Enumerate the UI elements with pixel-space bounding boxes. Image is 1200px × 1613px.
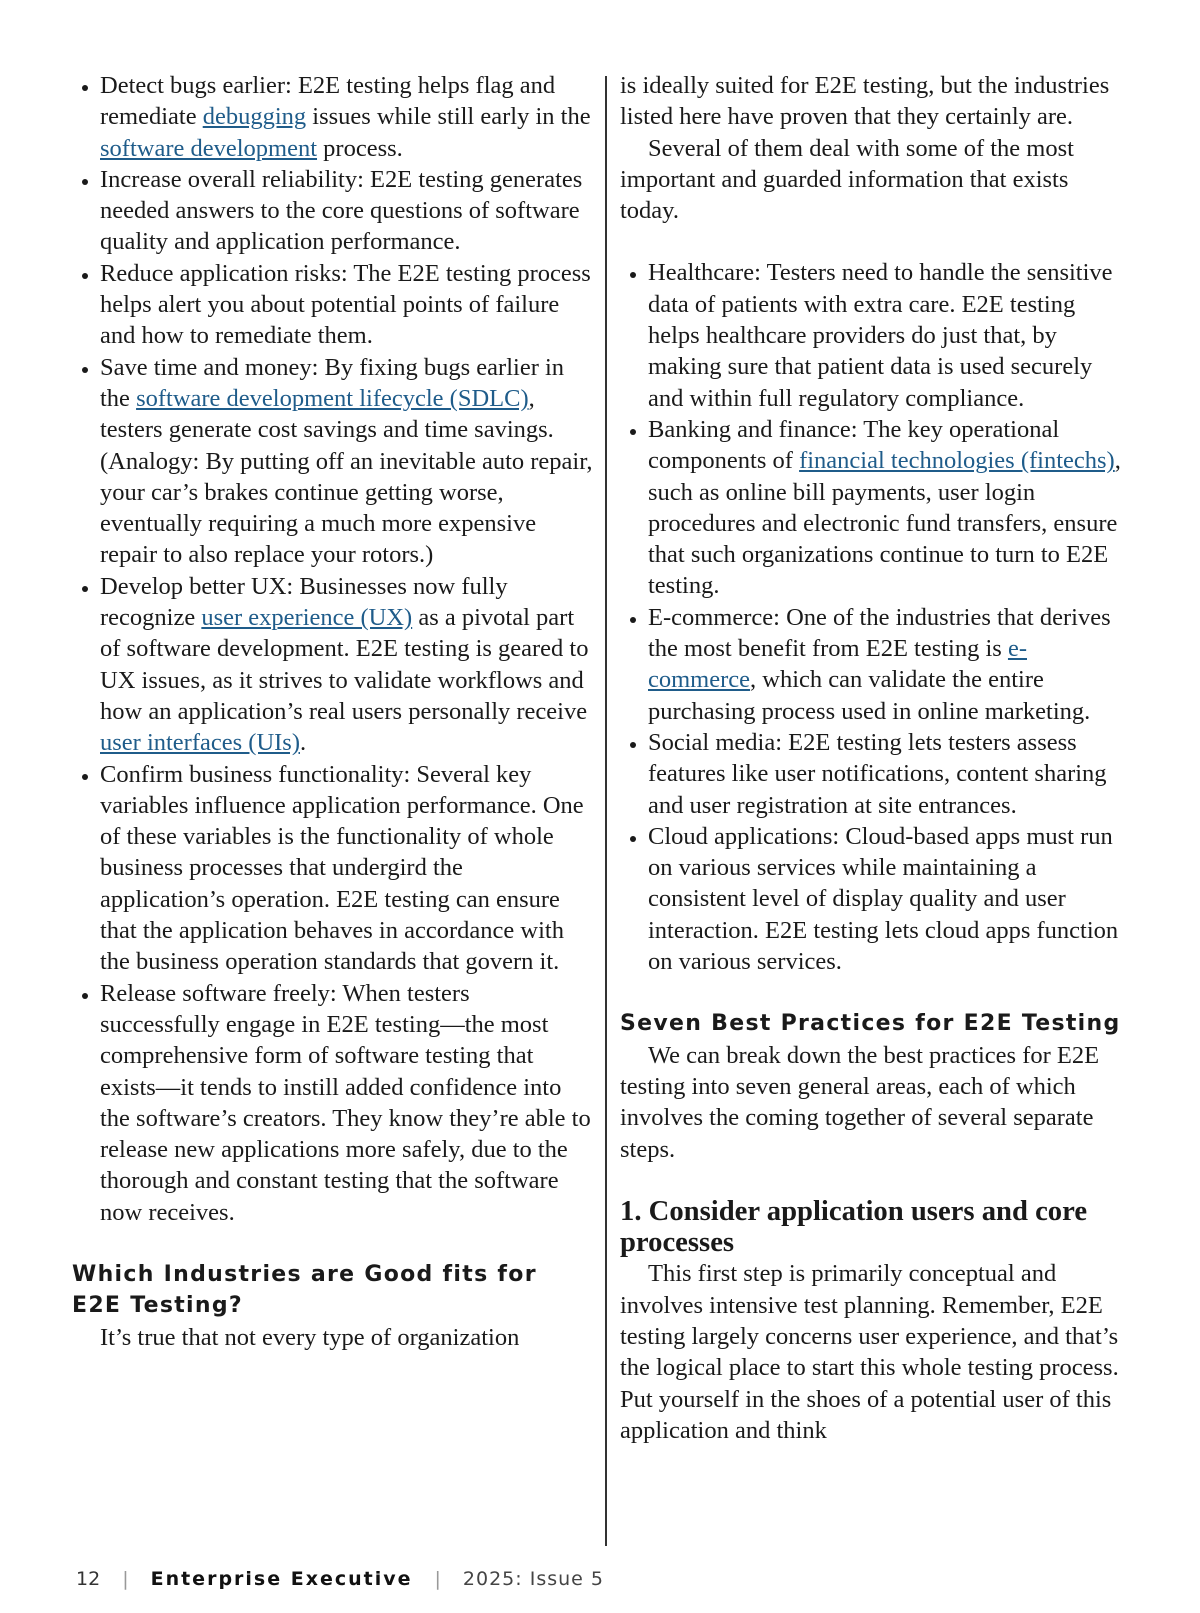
list-item: • Cloud applications: Cloud-based apps must run on various services while maintaining a consistent level of display quality and user interaction. E2E testing lets cloud apps function on various services. <box>648 821 1130 977</box>
issue-label: 2025: Issue 5 <box>462 1568 604 1590</box>
list-item: • Banking and finance: The key operational components of financial technologies (fintechs), such as online bill payments, user login procedures and electronic fund transfers, ensure that such organizations continue to turn to E2E testing. <box>648 414 1130 602</box>
user-experience-link[interactable]: user experience (UX) <box>201 604 413 632</box>
step1-heading: 1. Consider application users and core processes <box>620 1194 1088 1259</box>
list-item: • Develop better UX: Businesses now fully recognize user experience (UX) as a pivotal part of software development. E2E testing is geared to UX issues, as it strives to validate workflows and how an application’s real users personally receive user interfaces (UIs). <box>100 571 594 759</box>
user-interfaces-link[interactable]: user interfaces (UIs) <box>100 729 300 757</box>
list-item: • Healthcare: Testers need to handle the sensitive data of patients with extra care. E2E testing helps healthcare providers do just that, by making sure that patient data is used securely and within full regulatory compliance. <box>648 257 1130 413</box>
continued-text: is ideally suited for E2E testing, but the industries listed here have proven that they certainly are. <box>620 72 1110 131</box>
column-divider <box>605 76 607 1546</box>
fintech-link[interactable]: financial technologies (fintechs) <box>799 447 1115 475</box>
software-development-link[interactable]: software development <box>100 134 318 162</box>
left-column <box>72 70 594 1353</box>
industries-intro: It’s true that not every type of organization <box>100 1323 520 1351</box>
list-item: • Confirm business functionality: Several key variables influence application performance. One of these variables is the functionality of whole business processes that undergird the application’s operation. E2E testing can ensure that the application behaves in accordance with the business operation standards that govern it. <box>100 759 594 978</box>
benefits-list <box>72 70 594 1228</box>
magazine-name: Enterprise Executive <box>150 1568 413 1590</box>
sdlc-link[interactable]: software development lifecycle (SDLC) <box>136 384 529 412</box>
list-item: • Save time and money: By fixing bugs earlier in the software development lifecycle (SDLC), testers generate cost savings and time savings. (Analogy: By putting off an inevitable auto repair, your car’s brakes continue getting worse, eventually requiring a much more expensive repair to also replace your rotors.) <box>100 352 594 571</box>
best-practices-heading: Seven Best Practices for E2E Testing <box>620 1011 1121 1037</box>
list-item: • Increase overall reliability: E2E testing generates needed answers to the core questions of software quality and application performance. <box>100 164 594 258</box>
e-commerce-link[interactable]: e-commerce <box>648 635 1027 694</box>
page-footer <box>76 1568 604 1590</box>
best-practices-intro: We can break down the best practices for E2E testing into seven general areas, each of which involves the coming together of several separate steps. <box>620 1041 1100 1163</box>
footer-separator: | <box>122 1568 129 1590</box>
step1-text: This first step is primarily conceptual and involves intensive test planning. Remember, E2E testing largely concerns user experience, and that’s the logical place to start this whole testing process. Put yourself in the shoes of a potential user of this application and think <box>620 1260 1119 1444</box>
list-item: • Release software freely: When testers successfully engage in E2E testing—the most comprehensive form of software testing that exists—it tends to instill added confidence into the software’s creators. They know they’re able to release new applications more safely, due to the thorough and constant testing that the software now receives. <box>100 978 594 1228</box>
industries-list <box>620 257 1130 977</box>
page-number: 12 <box>76 1568 101 1590</box>
debugging-link[interactable]: debugging <box>202 103 307 131</box>
footer-separator: | <box>434 1568 441 1590</box>
list-item: • E-commerce: One of the industries that derives the most benefit from E2E testing is e-commerce, which can validate the entire purchasing process used in online marketing. <box>648 602 1130 727</box>
list-item: • Social media: E2E testing lets testers assess features like user notifications, content sharing and user registration at site entrances. <box>648 727 1130 821</box>
industries-heading: Which Industries are Good fits for E2E Testing? <box>72 1261 537 1319</box>
list-item: • Detect bugs earlier: E2E testing helps flag and remediate debugging issues while still early in the software development process. <box>100 70 594 164</box>
list-item: • Reduce application risks: The E2E testing process helps alert you about potential points of failure and how to remediate them. <box>100 258 594 352</box>
right-column <box>620 70 1130 1446</box>
industries-paragraph: Several of them deal with some of the most important and guarded information that exists today. <box>620 134 1074 225</box>
